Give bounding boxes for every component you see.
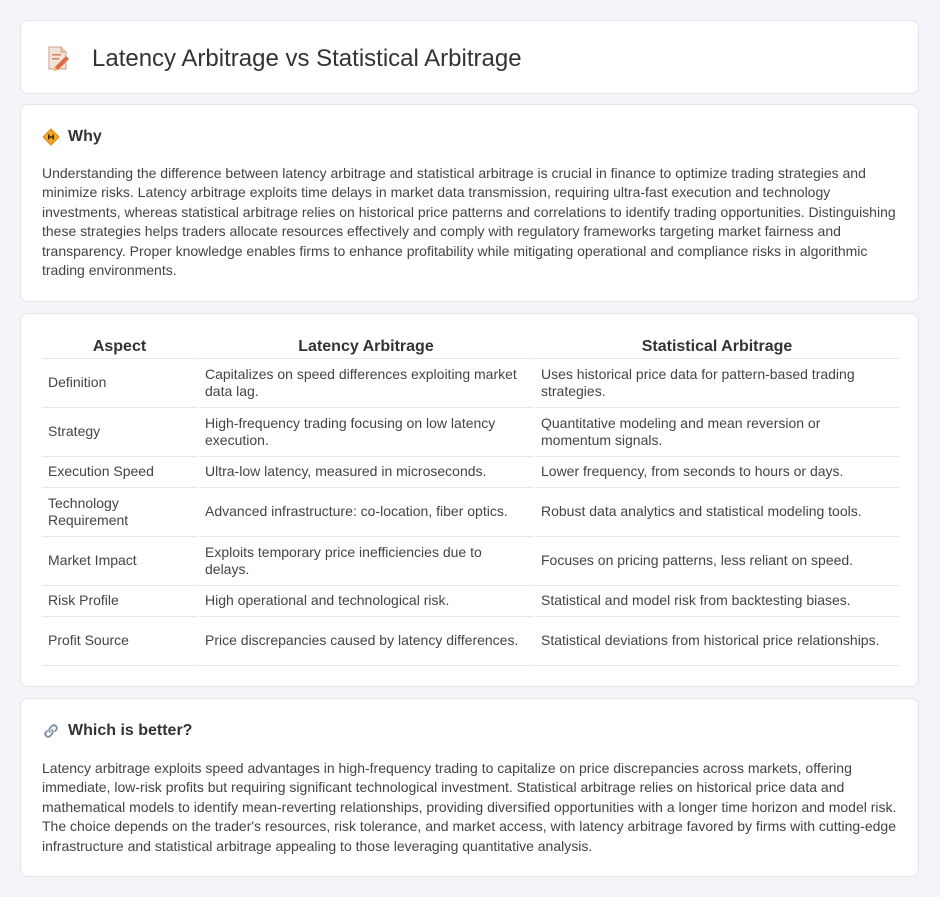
- better-paragraph: Latency arbitrage exploits speed advantages in high-frequency trading to capitalize on price discrepancies across markets, offering immediate, low-risk profits but requiring significant technological investment. Statistical arbitrage relies on historical price data and mathematical models to identify mean-reverting relationships, providing diversified opportunities with a longer time horizon and model risk. The choice depends on the trader's resources, risk tolerance, and market access, with latency arbitrage favored by firms with cutting-edge infrastructure and statistical arbitrage appealing to those leveraging quantitative analysis.: [42, 760, 897, 854]
- comparison-section: [20, 313, 919, 687]
- why-heading: Why: [68, 128, 102, 145]
- row-aspect: Technology Requirement: [42, 488, 197, 537]
- why-heading-row: [42, 127, 102, 147]
- row-aspect: Profit Source: [42, 617, 197, 666]
- row-statistical: Statistical and model risk from backtesting biases.: [535, 586, 899, 617]
- table-row: [42, 359, 899, 408]
- table-row: [42, 457, 899, 488]
- which-is-better-section: [20, 698, 919, 877]
- row-latency: Capitalizes on speed differences exploiting market data lag.: [199, 359, 533, 408]
- row-aspect: Risk Profile: [42, 586, 197, 617]
- link-icon: [42, 722, 60, 740]
- table-row: [42, 586, 899, 617]
- row-statistical: Statistical deviations from historical price relationships.: [535, 617, 899, 666]
- row-statistical: Uses historical price data for pattern-based trading strategies.: [535, 359, 899, 408]
- row-latency: Ultra-low latency, measured in microseconds.: [199, 457, 533, 488]
- row-latency: High operational and technological risk.: [199, 586, 533, 617]
- row-aspect: Strategy: [42, 408, 197, 457]
- title-card: [20, 20, 919, 94]
- row-statistical: Focuses on pricing patterns, less reliant on speed.: [535, 537, 899, 586]
- row-aspect: Market Impact: [42, 537, 197, 586]
- comparison-table: [42, 336, 899, 666]
- better-heading-row: [42, 721, 192, 741]
- table-row: [42, 488, 899, 537]
- row-latency: Price discrepancies caused by latency differences.: [199, 617, 533, 666]
- row-statistical: Lower frequency, from seconds to hours or days.: [535, 457, 899, 488]
- table-header-row: [42, 336, 899, 359]
- header-aspect: Aspect: [42, 336, 197, 359]
- row-statistical: Quantitative modeling and mean reversion or momentum signals.: [535, 408, 899, 457]
- row-latency: High-frequency trading focusing on low latency execution.: [199, 408, 533, 457]
- table-row: [42, 408, 899, 457]
- why-section: [20, 104, 919, 302]
- header-statistical-arbitrage: Statistical Arbitrage: [535, 336, 899, 359]
- document-pen-icon: [46, 45, 70, 71]
- row-aspect: Definition: [42, 359, 197, 408]
- better-heading: Which is better?: [68, 722, 193, 739]
- row-statistical: Robust data analytics and statistical modeling tools.: [535, 488, 899, 537]
- page-title: Latency Arbitrage vs Statistical Arbitrage: [92, 45, 522, 72]
- table-row: [42, 537, 899, 586]
- row-latency: Advanced infrastructure: co-location, fiber optics.: [199, 488, 533, 537]
- table-row: [42, 617, 899, 666]
- row-aspect: Execution Speed: [42, 457, 197, 488]
- header-latency-arbitrage: Latency Arbitrage: [199, 336, 533, 359]
- why-paragraph: Understanding the difference between latency arbitrage and statistical arbitrage is crucial in finance to optimize trading strategies and minimize risks. Latency arbitrage exploits time delays in market data transmission, requiring ultra-fast execution and technology investments, whereas statistical arbitrage relies on historical price patterns and correlations to identify trading opportunities. Distinguishing these strategies helps traders allocate resources effectively and comply with regulatory frameworks targeting market fairness and transparency. Proper knowledge enables firms to enhance profitability while mitigating operational and compliance risks in algorithmic trading environments.: [42, 165, 896, 279]
- diamond-sign-icon: [42, 128, 60, 146]
- row-latency: Exploits temporary price inefficiencies due to delays.: [199, 537, 533, 586]
